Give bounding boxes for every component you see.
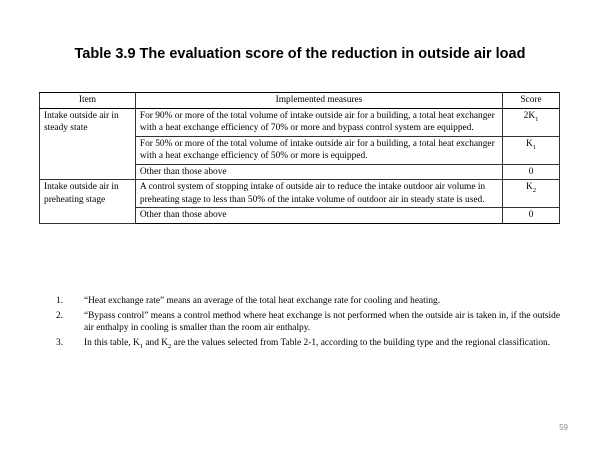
note-item [56, 310, 560, 335]
score-subscript: 1 [532, 143, 537, 151]
note-subscript: 2 [168, 342, 172, 350]
score-value: 0 [528, 210, 534, 220]
header-score: Score [503, 93, 560, 109]
note-subscript: 1 [139, 342, 144, 350]
note-item [56, 295, 560, 308]
score-subscript: 2 [532, 186, 537, 194]
item-cell-steady-state: Intake outside air in steady state [40, 108, 136, 180]
score-value: 2K [523, 110, 536, 121]
measure-cell: For 90% or more of the total volume of intake outside air for a building, a total heat exchanger with a heat exchange efficiency of 70% or more and bypass control system are equipped. [135, 108, 502, 136]
measure-cell: For 50% or more of the total volume of intake outside air for a building, a total heat exchanger with a heat exchange efficiency of 50% or more is equipped. [135, 136, 502, 164]
score-cell [503, 164, 560, 180]
note-number: 3. [56, 338, 64, 349]
table-notes [56, 295, 560, 354]
evaluation-table [39, 92, 560, 224]
score-cell [503, 136, 560, 164]
note-text-part: and K [143, 338, 169, 349]
table-row [40, 108, 560, 136]
table-row [40, 180, 560, 208]
score-cell [503, 208, 560, 224]
note-number: 1. [56, 296, 64, 306]
measure-cell: A control system of stopping intake of outside air to reduce the intake outdoor air volume in preheating stage to less than 50% of the intake volume of outdoor air in steady state is used. [135, 180, 502, 208]
score-cell [503, 108, 560, 136]
item-cell-preheating-stage: Intake outside air in preheating stage [40, 180, 136, 224]
score-value: K [525, 182, 533, 192]
note-item [56, 337, 560, 352]
header-item: Item [40, 93, 136, 109]
table-header-row [40, 93, 560, 109]
page-number: 59 [559, 423, 568, 432]
page-title: Table 3.9 The evaluation score of the reduction in outside air load [74, 46, 526, 62]
note-text-part: are the values selected from Table 2-1, according to the building type and the regional classification. [171, 338, 551, 349]
note-text: “Bypass control” means a control method where heat exchange is not performed when the outside air is taken in, if the outside air enthalpy in cooling is smaller than the room air enthalpy. [84, 310, 560, 334]
header-measures: Implemented measures [135, 93, 502, 109]
measure-cell: Other than those above [135, 208, 502, 224]
score-value: 0 [528, 166, 534, 177]
score-value: K [525, 138, 533, 149]
note-text: “Heat exchange rate” means an average of the total heat exchange rate for cooling and heating. [84, 296, 441, 306]
measure-cell: Other than those above [135, 164, 502, 180]
note-text-part: In this table, K [84, 338, 140, 349]
score-subscript: 1 [535, 115, 539, 123]
score-cell [503, 180, 560, 208]
note-number: 2. [56, 310, 64, 321]
